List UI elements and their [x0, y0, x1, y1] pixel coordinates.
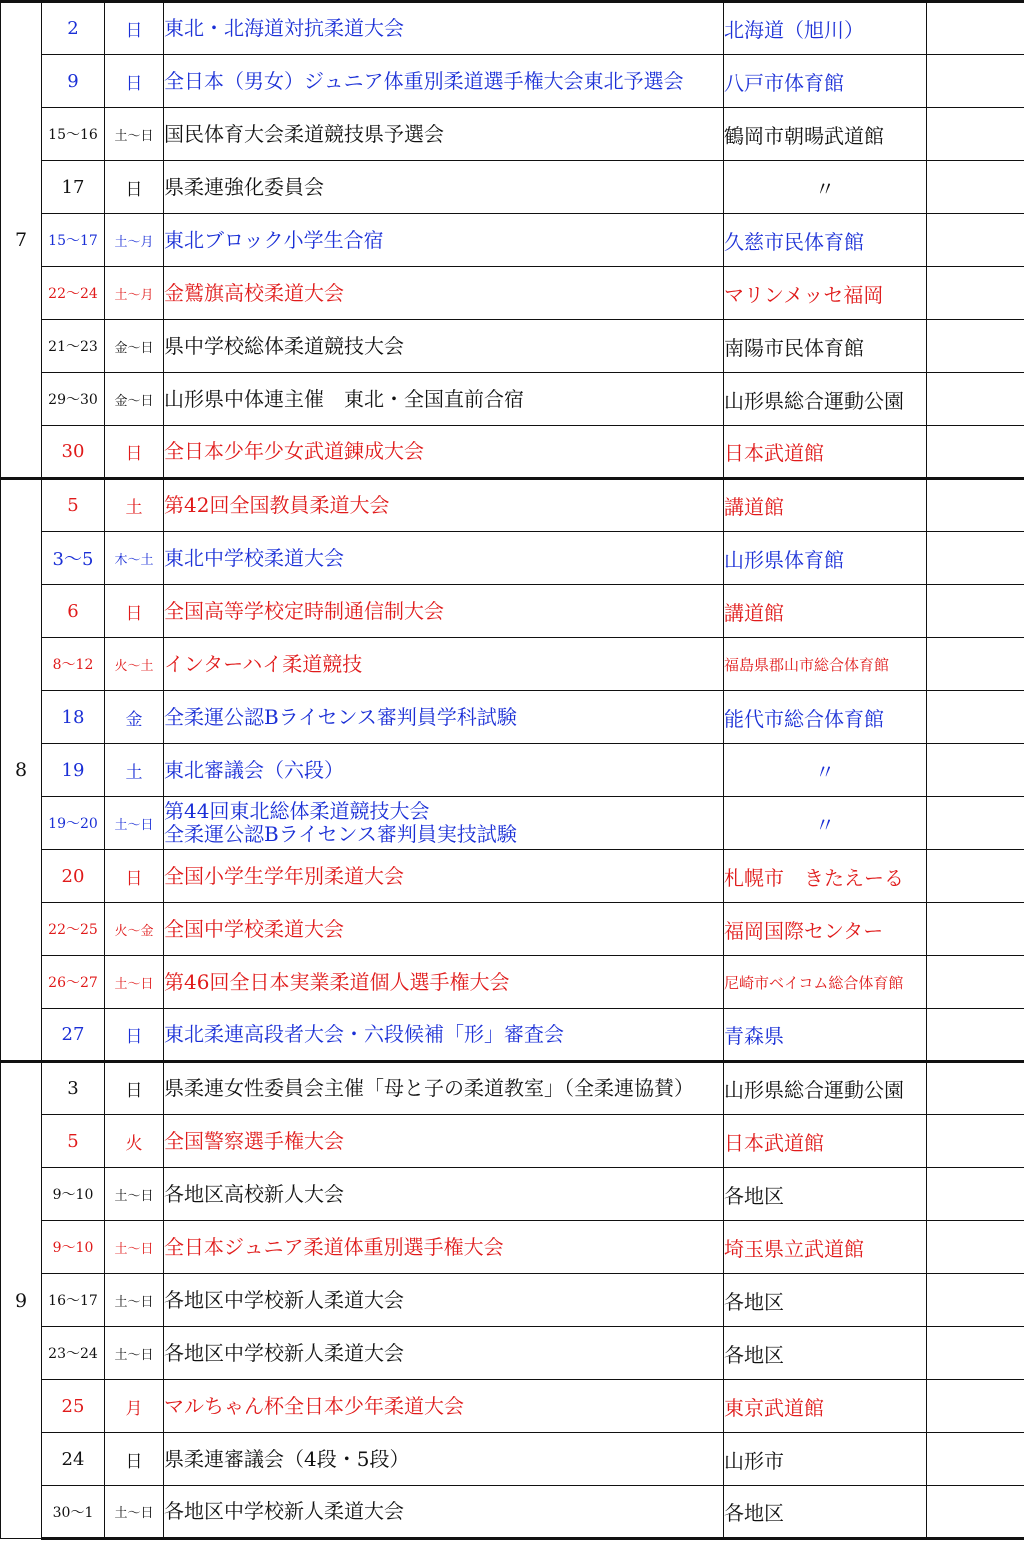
note-cell	[927, 108, 1024, 161]
venue-cell: 山形市	[724, 1433, 927, 1486]
note-cell	[927, 426, 1024, 479]
note-cell	[927, 850, 1024, 903]
event-name: 全日本少年少女武道錬成大会	[164, 439, 424, 463]
note-cell	[927, 1433, 1024, 1486]
date-cell: 18	[42, 691, 105, 744]
weekday-cell: 土〜月	[105, 214, 164, 267]
note-cell	[927, 638, 1024, 691]
date-cell: 19	[42, 744, 105, 797]
weekday-cell: 日	[105, 1433, 164, 1486]
weekday-cell: 日	[105, 1062, 164, 1115]
weekday-cell: 土	[105, 744, 164, 797]
event-name: 東北ブロック小学生合宿	[164, 227, 384, 252]
table-row	[1, 267, 1024, 320]
event-name: マルちゃん杯全日本少年柔道大会	[164, 1393, 464, 1418]
venue-cell: 埼玉県立武道館	[724, 1221, 927, 1274]
table-row	[1, 1486, 1024, 1539]
venue-cell: 山形県総合運動公園	[724, 373, 927, 426]
venue-cell: 札幌市 きたえーる	[724, 850, 927, 903]
weekday-cell: 土〜日	[105, 1327, 164, 1380]
date-cell: 30〜1	[42, 1486, 105, 1539]
event-cell	[164, 1274, 724, 1327]
event-name: 県柔連女性委員会主催「母と子の柔道教室」（全柔連協賛）	[164, 1076, 694, 1100]
venue-cell: 〃	[724, 797, 927, 850]
date-cell: 24	[42, 1433, 105, 1486]
date-cell: 3	[42, 1062, 105, 1115]
table-row	[1, 691, 1024, 744]
event-cell	[164, 1062, 724, 1115]
table-row	[1, 1009, 1024, 1062]
note-cell	[927, 691, 1024, 744]
event-cell	[164, 1168, 724, 1221]
event-cell	[164, 479, 724, 532]
event-name: 東北審議会（六段）	[164, 757, 344, 782]
date-cell: 8〜12	[42, 638, 105, 691]
date-cell: 5	[42, 1115, 105, 1168]
event-name: 県中学校総体柔道競技大会	[164, 333, 404, 358]
note-cell	[927, 1380, 1024, 1433]
month-cell: 8	[1, 479, 42, 1062]
venue-cell: 尼崎市ベイコム総合体育館	[724, 956, 927, 1009]
schedule-body	[1, 2, 1024, 1539]
date-cell: 22〜24	[42, 267, 105, 320]
weekday-cell: 日	[105, 585, 164, 638]
weekday-cell: 土〜月	[105, 267, 164, 320]
event-name: 国民体育大会柔道競技県予選会	[164, 121, 444, 146]
event-cell	[164, 1327, 724, 1380]
event-name: 金鷲旗高校柔道大会	[164, 280, 344, 305]
weekday-cell: 日	[105, 1009, 164, 1062]
note-cell	[927, 1168, 1024, 1221]
note-cell	[927, 373, 1024, 426]
venue-cell: 各地区	[724, 1274, 927, 1327]
table-row	[1, 1062, 1024, 1115]
event-cell	[164, 55, 724, 108]
venue-cell: 講道館	[724, 479, 927, 532]
table-row	[1, 108, 1024, 161]
venue-cell: 各地区	[724, 1486, 927, 1539]
event-name: 全柔運公認Bライセンス審判員学科試験	[164, 704, 517, 729]
venue-cell: 山形県総合運動公園	[724, 1062, 927, 1115]
note-cell	[927, 797, 1024, 850]
table-row	[1, 214, 1024, 267]
weekday-cell: 火	[105, 1115, 164, 1168]
venue-cell: 山形県体育館	[724, 532, 927, 585]
event-cell	[164, 161, 724, 214]
weekday-cell: 金	[105, 691, 164, 744]
note-cell	[927, 1274, 1024, 1327]
weekday-cell: 土〜日	[105, 956, 164, 1009]
table-row	[1, 532, 1024, 585]
date-cell: 29〜30	[42, 373, 105, 426]
table-row	[1, 479, 1024, 532]
table-row	[1, 956, 1024, 1009]
date-cell: 27	[42, 1009, 105, 1062]
table-row	[1, 1115, 1024, 1168]
event-cell	[164, 850, 724, 903]
month-cell: 7	[1, 2, 42, 479]
note-cell	[927, 479, 1024, 532]
event-cell	[164, 320, 724, 373]
event-name: 各地区中学校新人柔道大会	[164, 1499, 404, 1523]
venue-cell: 能代市総合体育館	[724, 691, 927, 744]
note-cell	[927, 532, 1024, 585]
note-cell	[927, 1062, 1024, 1115]
venue-cell: 東京武道館	[724, 1380, 927, 1433]
weekday-cell: 金〜日	[105, 320, 164, 373]
event-name: インターハイ柔道競技	[164, 651, 363, 676]
date-cell: 15〜17	[42, 214, 105, 267]
venue-cell: 福岡国際センター	[724, 903, 927, 956]
venue-cell: 〃	[724, 161, 927, 214]
weekday-cell: 土〜日	[105, 1221, 164, 1274]
month-cell: 9	[1, 1062, 42, 1539]
venue-cell: 各地区	[724, 1168, 927, 1221]
event-name: 県柔連審議会（4段・5段）	[164, 1446, 410, 1471]
weekday-cell: 土〜日	[105, 1486, 164, 1539]
event-cell	[164, 903, 724, 956]
event-cell	[164, 108, 724, 161]
event-name: 全日本ジュニア柔道体重別選手権大会	[164, 1234, 504, 1259]
table-row	[1, 161, 1024, 214]
event-cell	[164, 744, 724, 797]
weekday-cell: 日	[105, 850, 164, 903]
weekday-cell: 金〜日	[105, 373, 164, 426]
weekday-cell: 土〜日	[105, 108, 164, 161]
weekday-cell: 土〜日	[105, 1274, 164, 1327]
table-row	[1, 55, 1024, 108]
weekday-cell: 土	[105, 479, 164, 532]
date-cell: 21〜23	[42, 320, 105, 373]
event-name: 各地区中学校新人柔道大会	[164, 1340, 404, 1365]
table-row	[1, 426, 1024, 479]
event-name: 県柔連強化委員会	[164, 174, 324, 199]
weekday-cell: 日	[105, 55, 164, 108]
date-cell: 15〜16	[42, 108, 105, 161]
table-row	[1, 1168, 1024, 1221]
table-row	[1, 797, 1024, 850]
date-cell: 9〜10	[42, 1221, 105, 1274]
note-cell	[927, 744, 1024, 797]
event-name: 山形県中体連主催 東北・全国直前合宿	[164, 386, 524, 411]
weekday-cell: 火〜金	[105, 903, 164, 956]
event-cell	[164, 1115, 724, 1168]
note-cell	[927, 320, 1024, 373]
table-row	[1, 1274, 1024, 1327]
venue-cell: 日本武道館	[724, 1115, 927, 1168]
event-name: 全国警察選手権大会	[164, 1128, 344, 1153]
note-cell	[927, 1009, 1024, 1062]
event-cell	[164, 956, 724, 1009]
table-row	[1, 1327, 1024, 1380]
event-name: 各地区中学校新人柔道大会	[164, 1287, 404, 1312]
event-cell	[164, 214, 724, 267]
date-cell: 23〜24	[42, 1327, 105, 1380]
table-row	[1, 1221, 1024, 1274]
table-row	[1, 320, 1024, 373]
note-cell	[927, 2, 1024, 55]
weekday-cell: 月	[105, 1380, 164, 1433]
table-row	[1, 903, 1024, 956]
note-cell	[927, 214, 1024, 267]
event-name: 全柔運公認Bライセンス審判員実技試験	[164, 822, 517, 846]
event-cell	[164, 267, 724, 320]
event-cell	[164, 1433, 724, 1486]
venue-cell: 日本武道館	[724, 426, 927, 479]
table-row	[1, 850, 1024, 903]
table-row	[1, 1380, 1024, 1433]
table-row	[1, 585, 1024, 638]
event-name: 東北・北海道対抗柔道大会	[164, 16, 404, 40]
note-cell	[927, 55, 1024, 108]
date-cell: 30	[42, 426, 105, 479]
venue-cell: 久慈市民体育館	[724, 214, 927, 267]
note-cell	[927, 956, 1024, 1009]
note-cell	[927, 585, 1024, 638]
date-cell: 19〜20	[42, 797, 105, 850]
note-cell	[927, 1486, 1024, 1539]
venue-cell: 北海道（旭川）	[724, 2, 927, 55]
date-cell: 9〜10	[42, 1168, 105, 1221]
event-name: 各地区高校新人大会	[164, 1181, 344, 1206]
venue-cell: マリンメッセ福岡	[724, 267, 927, 320]
table-row	[1, 744, 1024, 797]
date-cell: 26〜27	[42, 956, 105, 1009]
event-cell	[164, 585, 724, 638]
event-cell	[164, 797, 724, 850]
weekday-cell: 土〜日	[105, 1168, 164, 1221]
event-cell	[164, 638, 724, 691]
venue-cell: 各地区	[724, 1327, 927, 1380]
venue-cell: 鶴岡市朝暘武道館	[724, 108, 927, 161]
event-name: 第46回全日本実業柔道個人選手権大会	[164, 969, 510, 994]
table-row	[1, 2, 1024, 55]
weekday-cell: 日	[105, 426, 164, 479]
event-cell	[164, 1380, 724, 1433]
event-name: 第44回東北総体柔道競技大会	[164, 799, 430, 823]
event-name: 全国中学校柔道大会	[164, 916, 344, 941]
weekday-cell: 土〜日	[105, 797, 164, 850]
note-cell	[927, 1221, 1024, 1274]
event-cell	[164, 373, 724, 426]
weekday-cell: 日	[105, 161, 164, 214]
date-cell: 6	[42, 585, 105, 638]
note-cell	[927, 267, 1024, 320]
date-cell: 25	[42, 1380, 105, 1433]
weekday-cell: 火〜土	[105, 638, 164, 691]
venue-cell: 〃	[724, 744, 927, 797]
event-name: 全国小学生学年別柔道大会	[164, 863, 404, 888]
date-cell: 5	[42, 479, 105, 532]
event-cell	[164, 1221, 724, 1274]
date-cell: 2	[42, 2, 105, 55]
event-name: 全日本（男女）ジュニア体重別柔道選手権大会東北予選会	[164, 68, 684, 93]
note-cell	[927, 1327, 1024, 1380]
venue-cell: 講道館	[724, 585, 927, 638]
date-cell: 16〜17	[42, 1274, 105, 1327]
note-cell	[927, 903, 1024, 956]
event-name: 全国高等学校定時制通信制大会	[164, 598, 444, 623]
weekday-cell: 日	[105, 2, 164, 55]
date-cell: 17	[42, 161, 105, 214]
date-cell: 20	[42, 850, 105, 903]
table-row	[1, 373, 1024, 426]
event-cell	[164, 532, 724, 585]
venue-cell: 八戸市体育館	[724, 55, 927, 108]
table-row	[1, 638, 1024, 691]
date-cell: 9	[42, 55, 105, 108]
weekday-cell: 木〜土	[105, 532, 164, 585]
date-cell: 22〜25	[42, 903, 105, 956]
note-cell	[927, 1115, 1024, 1168]
event-cell	[164, 426, 724, 479]
date-cell: 3〜5	[42, 532, 105, 585]
venue-cell: 南陽市民体育館	[724, 320, 927, 373]
table-row	[1, 1433, 1024, 1486]
event-cell	[164, 691, 724, 744]
event-cell	[164, 1009, 724, 1062]
event-name: 東北柔連高段者大会・六段候補「形」審査会	[164, 1022, 564, 1046]
venue-cell: 福島県郡山市総合体育館	[724, 638, 927, 691]
note-cell	[927, 161, 1024, 214]
event-name: 東北中学校柔道大会	[164, 545, 344, 570]
event-name: 第42回全国教員柔道大会	[164, 493, 390, 517]
event-cell	[164, 1486, 724, 1539]
venue-cell: 青森県	[724, 1009, 927, 1062]
event-cell	[164, 2, 724, 55]
